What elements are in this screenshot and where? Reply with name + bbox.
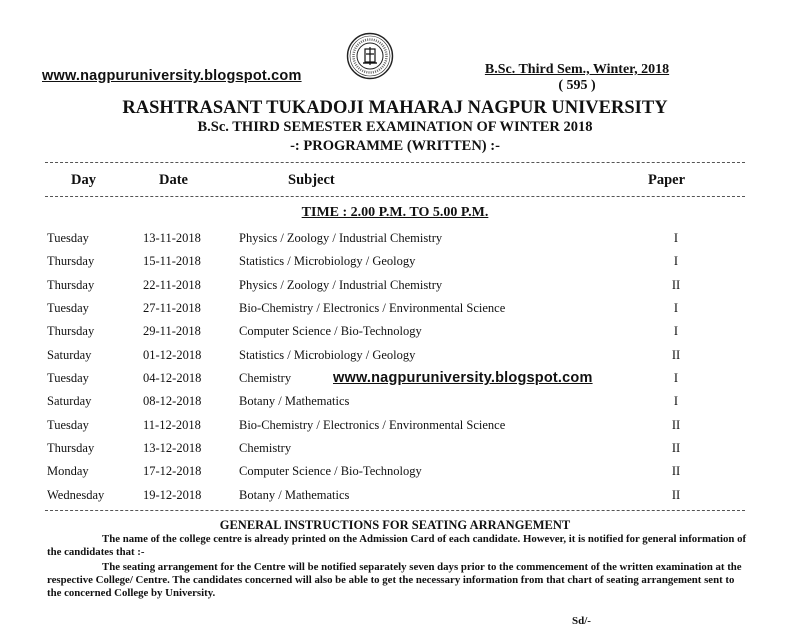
row-day: Thursday — [47, 278, 95, 292]
row-subject: Computer Science / Bio-Technology — [239, 464, 422, 478]
row-date: 08-12-2018 — [143, 394, 202, 408]
table-row — [0, 488, 790, 508]
row-day: Tuesday — [47, 418, 89, 432]
row-paper: I — [673, 231, 679, 245]
row-date: 01-12-2018 — [143, 348, 202, 362]
row-date: 15-11-2018 — [143, 254, 201, 268]
table-row — [0, 348, 790, 368]
divider-header — [45, 196, 745, 197]
row-paper: I — [673, 394, 679, 408]
row-subject: Statistics / Microbiology / Geology — [239, 348, 416, 362]
row-day: Thursday — [47, 254, 95, 268]
table-row — [0, 418, 790, 438]
table-row — [0, 464, 790, 484]
semester-title: B.Sc. Third Sem., Winter, 2018 — [484, 62, 670, 77]
row-subject: Statistics / Microbiology / Geology — [239, 254, 416, 268]
row-date: 29-11-2018 — [143, 324, 201, 338]
column-header-date: Date — [159, 172, 188, 188]
row-subject: Bio-Chemistry / Electronics / Environmental Science — [239, 301, 506, 315]
row-subject: Bio-Chemistry / Electronics / Environmental Science — [239, 418, 506, 432]
table-row — [0, 301, 790, 321]
row-paper: II — [671, 278, 681, 292]
exam-title: B.Sc. THIRD SEMESTER EXAMINATION OF WINTER 2018 — [197, 119, 593, 135]
row-paper: I — [673, 254, 679, 268]
row-date: 11-12-2018 — [143, 418, 201, 432]
row-day: Thursday — [47, 441, 95, 455]
row-paper: II — [671, 348, 681, 362]
watermark-url-top[interactable]: www.nagpuruniversity.blogspot.com — [42, 68, 302, 84]
row-day: Thursday — [47, 324, 95, 338]
row-paper: I — [673, 301, 679, 315]
row-day: Tuesday — [47, 301, 89, 315]
row-subject: Chemistry — [239, 441, 292, 455]
row-subject: Botany / Mathematics — [239, 394, 350, 408]
divider-bottom — [45, 510, 745, 511]
row-paper: I — [673, 324, 679, 338]
row-day: Tuesday — [47, 371, 89, 385]
table-row — [0, 254, 790, 274]
row-day: Tuesday — [47, 231, 89, 245]
semester-header-block — [450, 62, 704, 94]
row-paper: II — [671, 418, 681, 432]
column-header-subject: Subject — [288, 172, 335, 188]
row-date: 13-11-2018 — [143, 231, 201, 245]
exam-time-text: TIME : 2.00 P.M. TO 5.00 P.M. — [301, 205, 489, 220]
watermark-url-middle[interactable]: www.nagpuruniversity.blogspot.com — [333, 370, 593, 386]
row-date: 17-12-2018 — [143, 464, 202, 478]
row-paper: II — [671, 488, 681, 502]
signature: Sd/- — [572, 615, 591, 627]
row-paper: II — [671, 464, 681, 478]
column-header-paper: Paper — [648, 172, 686, 188]
instructions-title: GENERAL INSTRUCTIONS FOR SEATING ARRANGEMENT — [219, 518, 571, 532]
table-row — [0, 394, 790, 414]
row-subject: Botany / Mathematics — [239, 488, 350, 502]
row-subject: Physics / Zoology / Industrial Chemistry — [239, 278, 443, 292]
table-row — [0, 441, 790, 461]
table-row — [0, 278, 790, 298]
row-subject: Computer Science / Bio-Technology — [239, 324, 422, 338]
row-day: Wednesday — [47, 488, 105, 502]
row-paper: I — [673, 371, 679, 385]
row-date: 04-12-2018 — [143, 371, 202, 385]
row-subject: Physics / Zoology / Industrial Chemistry — [239, 231, 443, 245]
row-date: 27-11-2018 — [143, 301, 201, 315]
row-day: Saturday — [47, 394, 92, 408]
instructions-paragraph-1: The name of the college centre is already printed on the Admission Card of each candidate. However, it is notified for general information of the candidates that :- — [47, 533, 747, 558]
row-day: Saturday — [47, 348, 92, 362]
university-seal-logo — [346, 32, 394, 80]
row-day: Monday — [47, 464, 89, 478]
programme-title: -: PROGRAMME (WRITTEN) :- — [290, 138, 500, 154]
row-date: 19-12-2018 — [143, 488, 202, 502]
column-header-day: Day — [71, 172, 96, 188]
divider-top — [45, 162, 745, 163]
row-paper: II — [671, 441, 681, 455]
instructions-paragraph-2: The seating arrangement for the Centre will be notified separately seven days prior to the commencement of the written examination at the respective College/ Centre. The candidates concerned will also be able to get the necessary information from that chart of seating arrangement sent to the concerned College by University. — [47, 561, 742, 599]
university-name: RASHTRASANT TUKADOJI MAHARAJ NAGPUR UNIVERSITY — [122, 98, 668, 118]
exam-time — [0, 205, 790, 221]
row-subject: Chemistry — [239, 371, 292, 385]
table-row — [0, 324, 790, 344]
row-date: 13-12-2018 — [143, 441, 202, 455]
paper-code: ( 595 ) — [558, 78, 596, 93]
table-row — [0, 231, 790, 251]
row-date: 22-11-2018 — [143, 278, 201, 292]
